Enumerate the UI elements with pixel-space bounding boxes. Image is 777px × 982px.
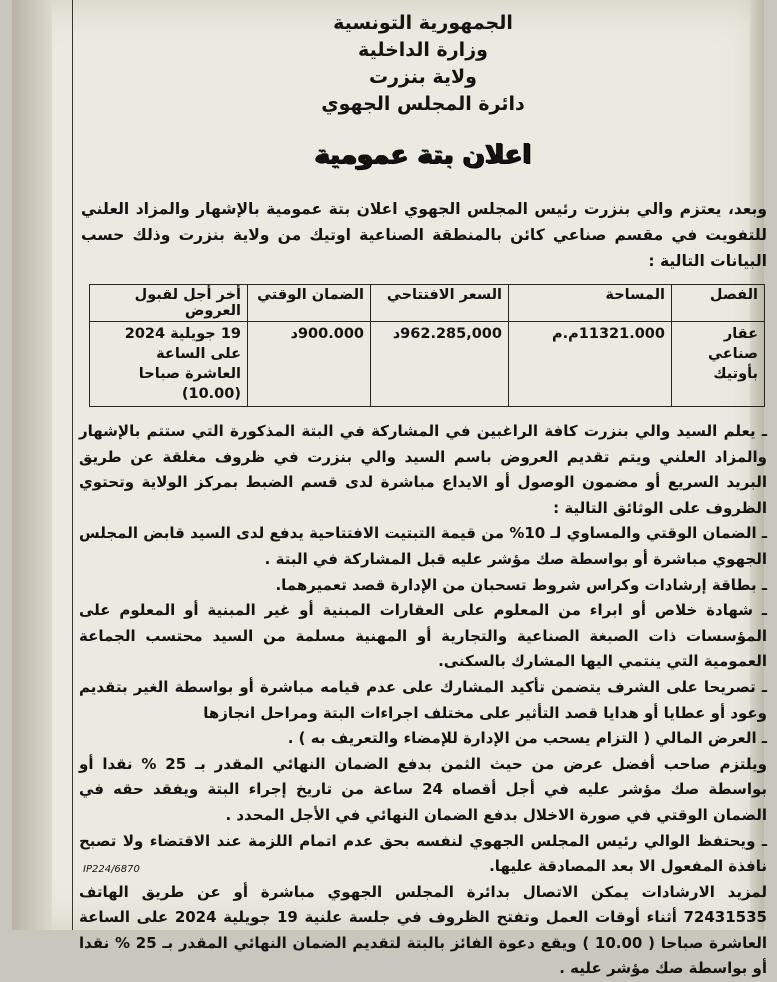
col-header-deadline: أخر أجل لقبول العروض bbox=[90, 285, 248, 322]
paragraph-conditions-booklet: ـ بطاقة إرشادات وكراس شروط تسحبان من الإدارة قصد تعميرهما. bbox=[275, 575, 767, 594]
notice-title bbox=[73, 140, 773, 170]
paragraph-contact-info: لمزيد الارشادات يمكن الاتصال بدائرة المجلس الجهوي مباشرة أو عن طريق الهاتف 72431535 أثناء أوقات العمل وتفتح الظروف في جلسة علنية 19 جويلية 2024 على الساعة العاشرة صباحا ( 10.00 ) ويقع دعوة الفائز بالبتة لتقديم الضمان النهائي المقدر بـ 25 % نقدا أو بواسطة صك مؤشر عليه . bbox=[79, 882, 767, 978]
auction-details-table bbox=[89, 284, 765, 407]
header-republic: الجمهورية التونسية bbox=[333, 12, 513, 34]
paragraph-governor-rights: ـ ويحتفظ الوالي رئيس المجلس الجهوي لنفسه بحق عدم اتمام اللزمة عند الاقتضاء ولا تصبح نافذة المفعول الا بعد المصادقة عليها. bbox=[79, 831, 767, 876]
adjacent-column-edge bbox=[12, 0, 52, 930]
issuing-authority-header bbox=[73, 10, 773, 118]
cell-item: عقار صناعي بأوتيك bbox=[672, 322, 765, 407]
public-auction-notice bbox=[72, 0, 773, 978]
header-ministry: وزارة الداخلية bbox=[358, 39, 488, 61]
paragraph-provisional-deposit: ـ الضمان الوقتي والمساوي لـ 10% من قيمة التبتيت الافتتاحية يدفع لدى السيد قابض المجلس الجهوي مباشرة أو بواسطة صك مؤشر عليه قبل المشاركة في البتة . bbox=[79, 524, 767, 568]
newspaper-page bbox=[12, 0, 767, 978]
paragraph-financial-offer: ـ العرض المالي ( التزام يسحب من الإدارة للإمضاء والتعريف به ) . bbox=[287, 729, 767, 748]
paragraph-honor-declaration: ـ تصريحا على الشرف يتضمن تأكيد المشارك على عدم قيامه مباشرة أو بواسطة الغير بتقديم وعود أو عطايا أو هدايا قصد التأثير على مختلف اجراءات البتة ومراحل انجازها bbox=[79, 677, 767, 722]
table-row bbox=[90, 322, 765, 407]
cell-deposit: 900.000د bbox=[248, 322, 371, 407]
intro-paragraph: وبعد، يعتزم والي بنزرت رئيس المجلس الجهوي اعلان بتة عمومية بالإشهار والمزاد العلني للتفويت في مقسم صناعي كائن بالمنطقة الصناعية اوتيك من ولاية بنزرت وذلك حسب البيانات التالية : bbox=[81, 200, 767, 270]
cell-deadline: 19 جويلية 2024 على الساعة العاشرة صباحا (10.00) bbox=[90, 322, 248, 407]
col-header-area: المساحة bbox=[509, 285, 672, 322]
notice-title-text: اعلان بتة عمومية bbox=[314, 140, 532, 170]
col-header-deposit: الضمان الوقتي bbox=[248, 285, 371, 322]
table-header-row bbox=[90, 285, 765, 322]
paragraph-final-deposit: ويلتزم صاحب أفضل عرض من حيث الثمن بدفع الضمان النهائي المقدر بـ 25 % نقدا أو بواسطة صك مؤشر عليه في أجل أقصاه 24 ساعة من تاريخ إجراء البتة ويفقد حقه في الضمان الوقتي في صورة الاخلال بدفع الضمان النهائي في الأجل المحدد . bbox=[79, 754, 767, 824]
header-regional-council: دائرة المجلس الجهوي bbox=[321, 93, 525, 115]
cell-opening-price: 962.285,000د bbox=[371, 322, 509, 407]
cell-area: 11321.000م.م bbox=[509, 322, 672, 407]
paragraph-tax-clearance: ـ شهادة خلاص أو ابراء من المعلوم على العقارات المبنية أو غير المبنية أو المعلوم على المؤسسات ذات الصبغة الصناعية والتجارية أو المهنية مسلمة من السيد محتسب الجماعة العمومية التي ينتمي اليها المشارك بالسكنى. bbox=[79, 601, 767, 671]
header-governorate: ولاية بنزرت bbox=[369, 66, 477, 88]
publication-reference: IP224/6870 bbox=[83, 864, 140, 875]
notice-body bbox=[79, 419, 767, 982]
col-header-opening-price: السعر الافتتاحي bbox=[371, 285, 509, 322]
paragraph-participation: ـ يعلم السيد والي بنزرت كافة الراغبين في المشاركة في البتة المذكورة التي ستتم بالإشهار والمزاد العلني ويتم تقديم العروض باسم السيد والي بنزرت في ظروف مغلقة عن طريق البريد السريع أو مضمون الوصول أو الايداع مباشرة لدى قسم الضبط بمركز الولاية وتحتوي الظروف على الوثائق التالية : bbox=[79, 422, 767, 517]
col-header-item: الفصل bbox=[672, 285, 765, 322]
